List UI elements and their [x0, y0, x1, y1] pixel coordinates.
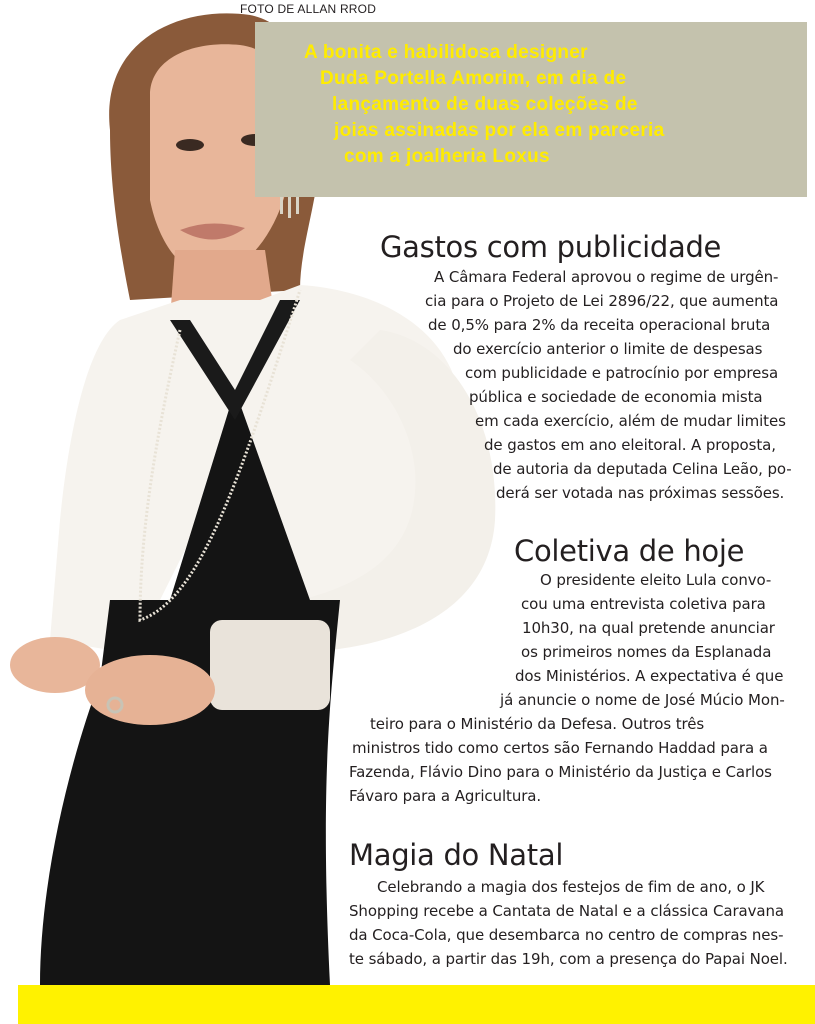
article-line: te sábado, a partir das 19h, com a presença do Papai Noel. — [349, 950, 788, 968]
article-line: os primeiros nomes da Esplanada — [521, 643, 772, 661]
left-eye — [176, 139, 204, 151]
photo-credit: FOTO DE ALLAN RROD — [240, 2, 377, 16]
article-line: já anuncie o nome de José Múcio Mon- — [500, 691, 785, 709]
article-title-gastos: Gastos com publicidade — [380, 230, 722, 264]
caption-line: Duda Portella Amorim, em dia de — [320, 68, 627, 89]
article-line: de gastos em ano eleitoral. A proposta, — [484, 436, 776, 454]
caption-line: A bonita e habilidosa designer — [304, 42, 588, 63]
article-line: da Coca-Cola, que desembarca no centro de compras nes- — [349, 926, 784, 944]
caption-line: joias assinadas por ela em parceria — [334, 120, 665, 141]
article-line: Fávaro para a Agricultura. — [349, 787, 542, 805]
article-line: ministros tido como certos são Fernando Haddad para a — [352, 739, 768, 757]
footer-bar — [18, 985, 815, 1024]
article-line: O presidente eleito Lula convo- — [540, 571, 772, 589]
embellished-cuff — [210, 620, 330, 710]
caption-line: lançamento de duas coleções de — [332, 94, 638, 115]
article-line: com publicidade e patrocínio por empresa — [465, 364, 779, 382]
caption-line: com a joalheria Loxus — [344, 146, 550, 167]
article-line: Fazenda, Flávio Dino para o Ministério da Justiça e Carlos — [349, 763, 772, 781]
article-line: dos Ministérios. A expectativa é que — [515, 667, 784, 685]
article-title-magia: Magia do Natal — [349, 838, 564, 872]
article-line: de 0,5% para 2% da receita operacional bruta — [428, 316, 771, 334]
article-line: derá ser votada nas próximas sessões. — [496, 484, 785, 502]
article-line: em cada exercício, além de mudar limites — [475, 412, 786, 430]
article-line: cia para o Projeto de Lei 2896/22, que aumenta — [425, 292, 779, 310]
article-line: A Câmara Federal aprovou o regime de urgên- — [434, 268, 779, 286]
article-line: Celebrando a magia dos festejos de fim de ano, o JK — [377, 878, 765, 896]
article-title-coletiva: Coletiva de hoje — [514, 534, 745, 568]
article-line: do exercício anterior o limite de despesas — [453, 340, 763, 358]
article-line: cou uma entrevista coletiva para — [521, 595, 766, 613]
right-hand — [85, 655, 215, 725]
article-line: pública e sociedade de economia mista — [469, 388, 763, 406]
article-line: de autoria da deputada Celina Leão, po- — [493, 460, 792, 478]
article-line: teiro para o Ministério da Defesa. Outros três — [370, 715, 705, 733]
article-line: 10h30, na qual pretende anunciar — [522, 619, 775, 637]
article-line: Shopping recebe a Cantata de Natal e a clássica Caravana — [349, 902, 785, 920]
